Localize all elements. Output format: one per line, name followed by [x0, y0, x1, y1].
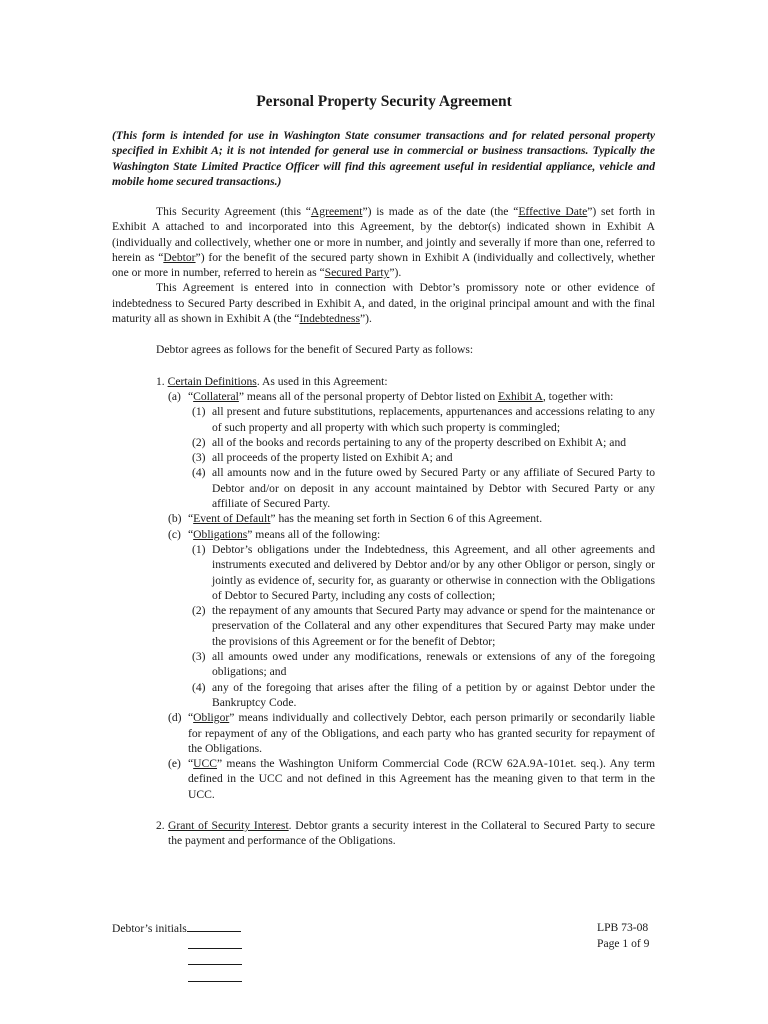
- term-debtor: Debtor: [163, 250, 196, 264]
- list-item: (2) the repayment of any amounts that Secured Party may advance or spend for the maintenance or preservation of the Collateral and any other expenditures that Secured Party may make under the provisions of this Agreement or for the benefit of Debtor;: [192, 604, 655, 648]
- paragraph-indebtedness: This Agreement is entered into in connection with Debtor’s promissory note or other evidence of indebtedness to Secured Party described in Exhibit A, and dated, in the original principal amount and with the final maturity all as shown in Exhibit A (the “Indebtedness”).: [112, 281, 655, 326]
- definition-collateral: (a) “Collateral” means all of the personal property of Debtor listed on Exhibit A, together with:: [168, 389, 614, 403]
- list-item: (4) any of the foregoing that arises after the filing of a petition by or against Debtor under the Bankruptcy Code.: [192, 680, 655, 709]
- paragraph-preamble: This Security Agreement (this “Agreement”) is made as of the date (the “Effective Date”) set forth in Exhibit A attached to and incorporated into this Agreement, by the debtor(s) indicated shown in Exhibit A (individually and collectively, whether one or more in number, and jointly and severally if more than one, referred to herein as “Debtor”) for the benefit of the secured party shown in Exhibit A (individually and collectively, whether one or more in number, referred to herein as “Secured Party”).: [112, 205, 655, 280]
- initials-line-2: [188, 937, 242, 949]
- section-1-heading: 1. Certain Definitions. As used in this Agreement:: [156, 374, 388, 388]
- document-title: Personal Property Security Agreement: [256, 93, 512, 110]
- term-indebtedness: Indebtedness: [299, 312, 360, 326]
- agreement-body: [112, 204, 655, 849]
- initials-label: Debtor’s initials: [112, 922, 187, 935]
- exhibit-a-reference: Exhibit A: [498, 389, 543, 403]
- footer-meta: [597, 920, 649, 951]
- term-agreement: Agreement: [310, 205, 363, 218]
- definition-obligor: (d) “Obligor” means individually and collectively Debtor, each person primarily or secondarily liable for repayment of any of the Obligations, and each party who has granted security for repayment of the Obligations.: [168, 711, 655, 755]
- list-item: (1) all present and future substitutions, replacements, appurtenances and accessions relating to any of such property and all property with which such property is commingled;: [192, 405, 655, 434]
- initials-line-3: [188, 953, 242, 965]
- definition-event-of-default: (b) “Event of Default” has the meaning set forth in Section 6 of this Agreement.: [168, 512, 543, 526]
- section-2-grant: 2. Grant of Security Interest. Debtor grants a security interest in the Collateral to Secured Party to secure the payment and performance of the Obligations.: [156, 818, 655, 848]
- list-item: (2) all of the books and records pertaining to any of the property described on Exhibit A; and: [192, 435, 627, 449]
- definition-obligations: (c) “Obligations” means all of the following:: [168, 527, 381, 541]
- initials-line-4: [188, 970, 242, 982]
- list-item: (3) all proceeds of the property listed on Exhibit A; and: [192, 451, 453, 465]
- intro-note: (This form is intended for use in Washington State consumer transactions and for related personal property specified in Exhibit A; it is not intended for general use in commercial or business transactions. Typically the Washington State Limited Practice Officer will find this agreement useful in residential appliance, vehicle and mobile home secured transactions.): [112, 129, 655, 188]
- term-effective-date: Effective Date: [518, 205, 588, 218]
- initials-block: [112, 920, 242, 986]
- term-secured-party: Secured Party: [324, 266, 390, 280]
- list-item: (4) all amounts now and in the future owed by Secured Party or any affiliate of Secured Party to Debtor and/or on deposit in any account maintained by Debtor with Secured Party or any affiliate of Secured Party.: [192, 466, 655, 511]
- initials-line-1: [187, 920, 241, 932]
- page-number: Page 1 of 9: [597, 936, 650, 950]
- form-code: LPB 73-08: [597, 921, 649, 934]
- list-item: (3) all amounts owed under any modifications, renewals or extensions of any of the foregoing obligations; and: [192, 650, 655, 679]
- definition-ucc: (e) “UCC” means the Washington Uniform Commercial Code (RCW 62A.9A-101et. seq.). Any term defined in the UCC and not defined in this Agreement has the meaning given to that term in the UCC.: [168, 757, 655, 801]
- paragraph-agrees: Debtor agrees as follows for the benefit of Secured Party as follows:: [156, 343, 474, 357]
- list-item: (1) Debtor’s obligations under the Indebtedness, this Agreement, and all other agreements and instruments executed and delivered by Debtor and/or by any other Obligor or person, singly or jointly as evidence of, security for, as guaranty or otherwise in connection with the Obligations of Debtor to Secured Party, including any costs of collection;: [192, 542, 655, 602]
